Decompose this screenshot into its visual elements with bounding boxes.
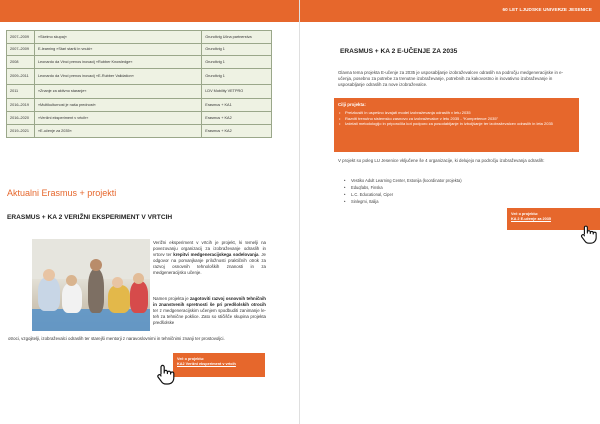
year-cell: 2007–2009: [7, 31, 35, 44]
project-link-elearning[interactable]: KA 2 E-učenje za 2035: [511, 217, 551, 221]
project-name-cell: E-learning »Stari starši in vnuki«: [34, 44, 201, 56]
table-row: [7, 69, 272, 85]
partners-list: [344, 177, 462, 205]
program-type-cell: Grundtvig 1: [202, 44, 272, 56]
table-row: [7, 44, 272, 56]
goal-item: • Preizkusiti in uspešno izvajati model izobraževanja odraslih v letu 2035: [338, 110, 575, 116]
program-type-cell: Erasmus + KA1: [202, 99, 272, 112]
project-name-cell: »Skelmo skupaj«: [34, 31, 201, 44]
partner-item: • Vestiko Adult Learning Center, Estonija (koordinator projekta): [344, 177, 462, 184]
project-heading-left: ERASMUS + KA 2 VERIŽNI EKSPERIMENT V VRTCIH: [7, 214, 173, 221]
project-link-chain-experiment[interactable]: KA2 Verižni eksperiment v vrtcih: [177, 362, 236, 366]
partner-item: • Sinlegmi, Italija: [344, 198, 462, 205]
paragraph-purpose: Namen projekta je zagotoviti razvoj osnovnih tehničnih in znanstvenih spretnosti še pri predšolskih otrocih ter z medgeneracijskim učenjem spodbuditi zanimanje le-teh za tehnične poklice. Zato so stičišče skupina projekta predšolske: [153, 296, 266, 326]
goals-list: [338, 110, 575, 127]
program-type-cell: Grundtvig Učna partnerstva: [202, 31, 272, 44]
goal-item: • Izdelati metodologijo in priporočila kot podporo za posodabljanje in izboljšanje ter izobraževalcev odraslih in leta 2035: [338, 121, 575, 127]
year-cell: 2016–2020: [7, 112, 35, 125]
project-name-cell: »Multikulturnost je naša prednost«: [34, 99, 201, 112]
goal-item: • Razviti trenutno sistemsko zasnovo za izobraževalce v letu 2035 - “Kompetence 2035”: [338, 116, 575, 122]
project-name-cell: »E-učenje za 2035«: [34, 125, 201, 138]
partners-intro: V projekt so poleg LU Jesenice vključene še 4 organizacije, ki delujejo na področju izobraževanja odraslih:: [338, 158, 545, 163]
year-cell: 2019–2021: [7, 125, 35, 138]
header-band-right: [300, 0, 600, 22]
more-info-callout-left: [173, 353, 265, 377]
table-row: [7, 125, 272, 138]
partner-item: • Eduqfabs, Finska: [344, 184, 462, 191]
table-row: [7, 31, 272, 44]
callout-label: Več o projektu:: [511, 212, 539, 216]
goals-title: Cilji projekta:: [338, 102, 366, 107]
section-title: Aktualni Erasmus + projekti: [7, 188, 117, 198]
program-type-cell: LDV Mobility VETPRO: [202, 85, 272, 99]
project-name-cell: »Znanje za aktivno staranje«: [34, 85, 201, 99]
year-cell: 2016–2019: [7, 99, 35, 112]
callout-label: Več o projektu:: [177, 357, 205, 361]
program-type-cell: Erasmus + KA2: [202, 112, 272, 125]
paragraph-target: otroci, vzgojitelji, izobraževalci odraslih ter starejši mentorji z naravoslovnimi in tehničnimi znanji ter prostovoljci.: [8, 336, 225, 341]
table-row: [7, 99, 272, 112]
header-title: 60 LET LJUDSKE UNIVERZE JESENICE: [502, 7, 592, 12]
project-name-cell: Leonardo da Vinci prenos inovacij »Rubber Knowledge«: [34, 56, 201, 69]
project-goals-box: [334, 98, 579, 152]
year-cell: 2008: [7, 56, 35, 69]
pointing-hand-icon: [154, 362, 178, 386]
year-cell: 2007–2009: [7, 44, 35, 56]
year-cell: 2009–2011: [7, 69, 35, 85]
program-type-cell: Grundtvig 1: [202, 69, 272, 85]
project-name-cell: »Verižni eksperiment v vrtcih«: [34, 112, 201, 125]
paragraph-intro: Verižni eksperiment v vrtcih je projekt, ki temelji na povezovanju organizacij za izobraževanje odraslih in vrtcev ter krepitvi medgeneracijskega sodelovanja. Je odgovor na pomanjkanje priložnosti praktičnih otrok za razvoj osnovnih tehnoloških znanosti in za medgeneracijsko učenje.: [153, 240, 266, 276]
projects-table: [6, 30, 272, 138]
program-type-cell: Erasmus + KA2: [202, 125, 272, 138]
year-cell: 2011: [7, 85, 35, 99]
project-intro-right: Glavna tema projekta E-učenje za 2035 je usposabljanje izobraževalcev odraslih na področju medgeneracijske in e-učenja, posebno za potrebe za trenutne izobraževanje, potrebnih za kakovostno in inovativno izobraževanje in usposabljanje odraslih za nove izobraževalce.: [338, 70, 564, 88]
table-row: [7, 56, 272, 69]
pointing-hand-icon: [578, 223, 600, 245]
table-row: [7, 112, 272, 125]
children-experiment-photo: [32, 239, 150, 331]
program-type-cell: Grundtvig 1: [202, 56, 272, 69]
project-name-cell: Leonardo da Vinci prenos inovacij »E-Rubber Validation«: [34, 69, 201, 85]
table-row: [7, 85, 272, 99]
project-heading-right: ERASMUS + KA 2 E-UČENJE ZA 2035: [340, 48, 458, 55]
partner-item: • L.C. Educational, Ciper: [344, 191, 462, 198]
header-band-left: [0, 0, 300, 22]
